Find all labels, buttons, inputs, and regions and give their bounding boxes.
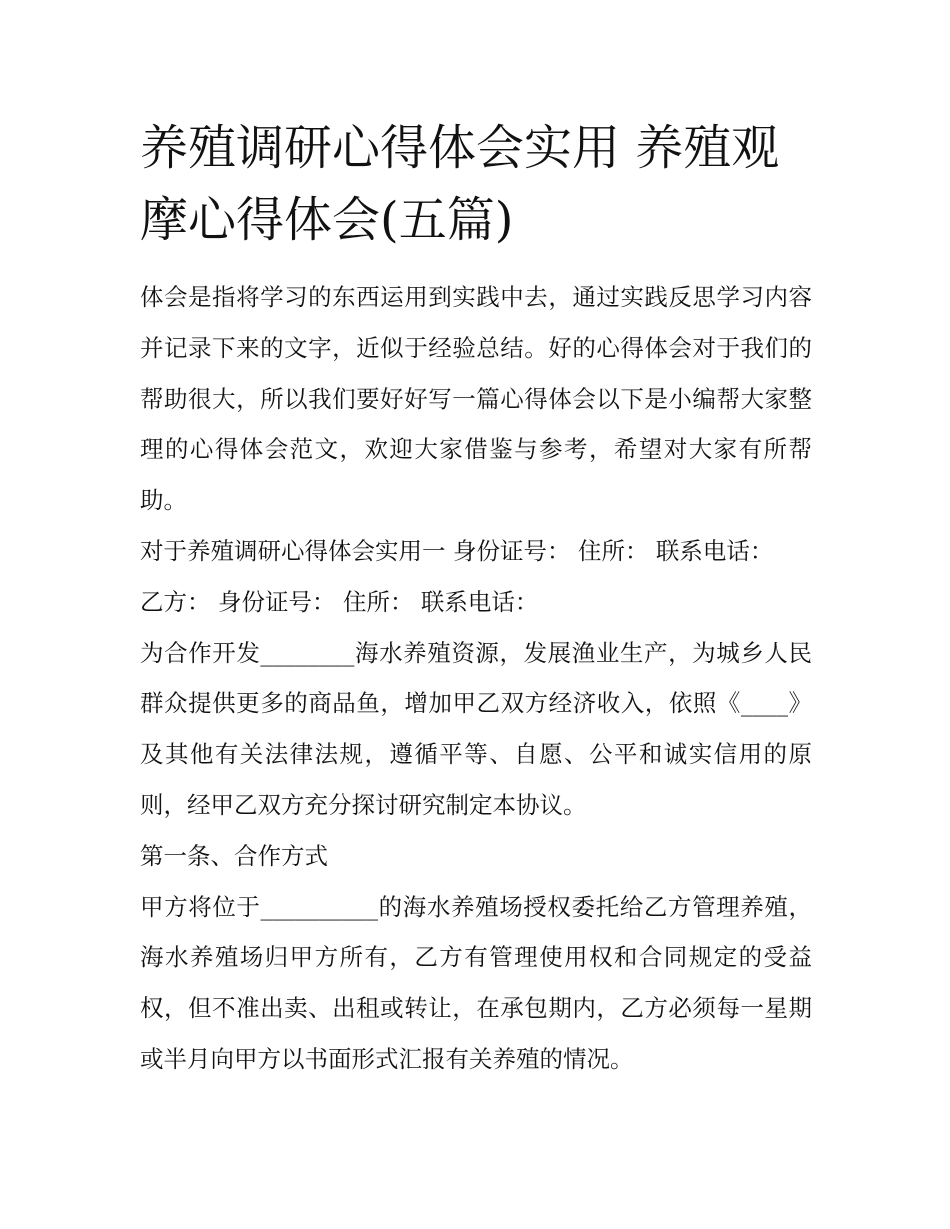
article-one-body: 甲方将位于__________的海水养殖场授权委托给乙方管理养殖，海水养殖场归甲方所有，乙方有管理使用权和合同规定的受益权，但不准出卖、出租或转让，在承包期内，乙方必须每一星期或半月向甲方以书面形式汇报有关养殖的情况。	[140, 892, 812, 1073]
party-a-info-line: 对于养殖调研心得体会实用一 身份证号： 住所： 联系电话：	[140, 536, 774, 565]
purpose-paragraph: 为合作开发________海水养殖资源，发展渔业生产，为城乡人民群众提供更多的商品鱼，增加甲乙双方经济收入，依照《____》及其他有关法律法规，遵循平等、自愿、公平和诚实信用的原则，经甲乙双方充分探讨研究制定本协议。	[140, 638, 812, 819]
document-page	[140, 112, 812, 1085]
intro-paragraph: 体会是指将学习的东西运用到实践中去，通过实践反思学习内容并记录下来的文字，近似于经验总结。好的心得体会对于我们的帮助很大，所以我们要好好写一篇心得体会以下是小编帮大家整理的心得体会范文，欢迎大家借鉴与参考，希望对大家有所帮助。	[140, 283, 812, 515]
article-one-heading: 第一条、合作方式	[140, 841, 328, 870]
document-title: 养殖调研心得体会实用 养殖观摩心得体会(五篇)	[140, 120, 780, 248]
party-b-info-line: 乙方： 身份证号： 住所： 联系电话：	[140, 587, 539, 616]
